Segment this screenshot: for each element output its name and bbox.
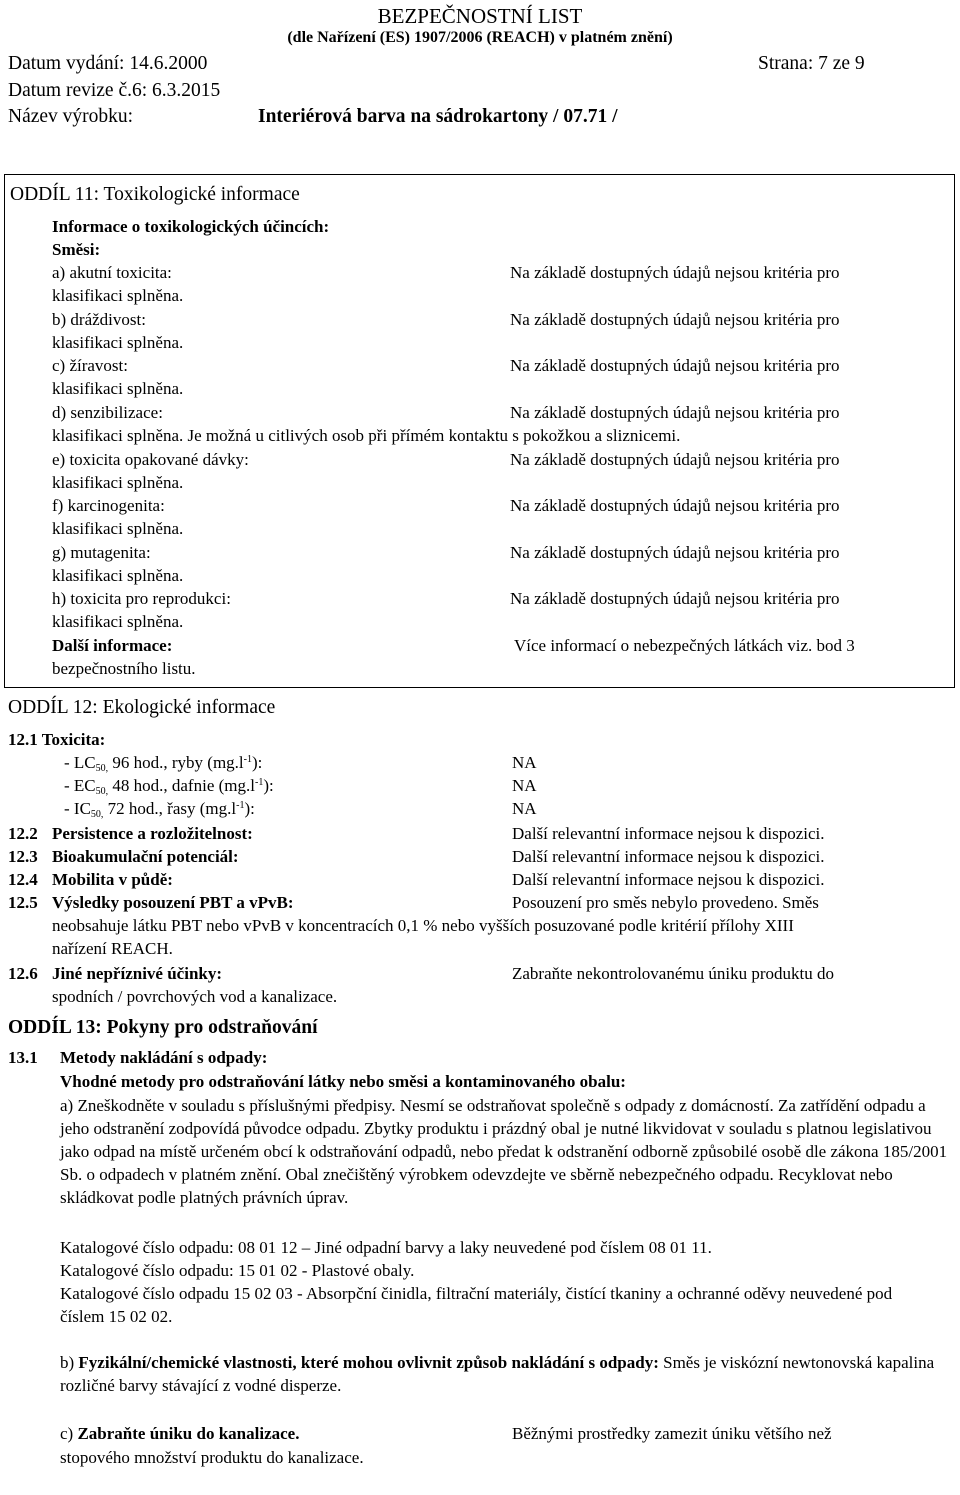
sewer-prevention-cont: stopového množství produktu do kanalizace. <box>60 1448 364 1467</box>
product-label: Název výrobku: <box>8 106 134 127</box>
toxicity-value: Na základě dostupných údajů nejsou kritéria pro <box>510 356 840 375</box>
bioaccumulation-value: Další relevantní informace nejsou k dispozici. <box>512 847 825 866</box>
toxicity-value-cont: klasifikaci splněna. Je možná u citlivých osob při přímém kontaktu s pokožkou a sliznicemi. <box>52 426 681 445</box>
ec50-value: NA <box>512 776 537 795</box>
other-info-value: Více informací o nebezpečných látkách viz. bod 3 <box>514 636 855 655</box>
section-11-title: ODDÍL 11: Toxikologické informace <box>10 184 300 205</box>
pbt-label: Výsledky posouzení PBT a vPvB: <box>52 893 294 912</box>
pbt-number: 12.5 <box>8 893 38 912</box>
toxicity-label: b) dráždivost: <box>52 310 146 329</box>
issue-date: Datum vydání: 14.6.2000 <box>8 53 208 74</box>
pbt-value-cont2: nařízení REACH. <box>52 939 173 958</box>
waste-catalogue-1: Katalogové číslo odpadu: 08 01 12 – Jiné odpadní barvy a laky neuvedené pod číslem 08 01 11. <box>60 1238 712 1257</box>
toxicology-info-heading: Informace o toxikologických účincích: <box>52 217 330 236</box>
toxicity-value-cont: klasifikaci splněna. <box>52 566 184 585</box>
persistence-number: 12.2 <box>8 824 38 843</box>
pbt-value-cont: neobsahuje látku PBT nebo vPvB v koncentracích 0,1 % nebo vyšších posuzované podle kritérií přílohy XIII <box>52 916 794 935</box>
product-name: Interiérová barva na sádrokartony / 07.71 / <box>258 106 618 127</box>
toxicity-label: d) senzibilizace: <box>52 403 163 422</box>
toxicity-label: h) toxicita pro reprodukci: <box>52 589 231 608</box>
toxicity-value: Na základě dostupných údajů nejsou kritéria pro <box>510 403 840 422</box>
physical-chemical-properties: b) Fyzikální/chemické vlastnosti, které mohou ovlivnit způsob nakládání s odpady: Směs je viskózní newtonovská kapalina rozličné barvy stávající z vodné disperze. <box>60 1353 935 1395</box>
bioaccumulation-label: Bioakumulační potenciál: <box>52 847 239 866</box>
page-number: Strana: 7 ze 9 <box>758 53 865 74</box>
other-info-cont: bezpečnostního listu. <box>52 659 196 678</box>
persistence-label: Persistence a rozložitelnost: <box>52 824 253 843</box>
section-13-title: ODDÍL 13: Pokyny pro odstraňování <box>8 1017 318 1038</box>
toxicity-value-cont: klasifikaci splněna. <box>52 519 184 538</box>
lc50-value: NA <box>512 753 537 772</box>
toxicity-value-cont: klasifikaci splněna. <box>52 612 184 631</box>
ic50-label: - $IC_{50,}$ 72 hod., řasy $(mg.l^{-1})$: <box>64 799 255 820</box>
waste-catalogue-2: Katalogové číslo odpadu: 15 01 02 - Plastové obaly. <box>60 1261 415 1280</box>
revision-date: Datum revize č.6: 6.3.2015 <box>8 80 221 101</box>
toxicity-heading: 12.1 Toxicita: <box>8 730 106 749</box>
toxicity-label: g) mutagenita: <box>52 543 151 562</box>
document-title: BEZPEČNOSTNÍ LIST <box>377 4 583 28</box>
persistence-value: Další relevantní informace nejsou k dispozici. <box>512 824 825 843</box>
adverse-effects-label: Jiné nepříznivé účinky: <box>52 964 223 983</box>
toxicity-value: Na základě dostupných údajů nejsou kritéria pro <box>510 450 840 469</box>
toxicity-label: e) toxicita opakované dávky: <box>52 450 249 469</box>
sewer-prevention-value: Běžnými prostředky zamezit úniku většího než <box>512 1424 832 1443</box>
other-info-label: Další informace: <box>52 636 173 655</box>
adverse-effects-number: 12.6 <box>8 964 38 983</box>
toxicity-value-cont: klasifikaci splněna. <box>52 333 184 352</box>
adverse-effects-cont: spodních / povrchových vod a kanalizace. <box>52 987 338 1006</box>
lc50-label: - $LC_{50,}$ 96 hod., ryby $(mg.l^{-1})$: <box>64 753 263 774</box>
toxicity-value: Na základě dostupných údajů nejsou kritéria pro <box>510 589 840 608</box>
ec50-label: - $EC_{50,}$ 48 hod., dafnie $(mg.l^{-1})$: <box>64 776 274 797</box>
section-12-title: ODDÍL 12: Ekologické informace <box>8 697 276 718</box>
toxicity-value-cont: klasifikaci splněna. <box>52 286 184 305</box>
toxicity-value: Na základě dostupných údajů nejsou kritéria pro <box>510 496 840 515</box>
toxicity-value: Na základě dostupných údajů nejsou kritéria pro <box>510 263 840 282</box>
toxicity-value-cont: klasifikaci splněna. <box>52 379 184 398</box>
pbt-value: Posouzení pro směs nebylo provedeno. Směs <box>512 893 819 912</box>
toxicity-label: c) žíravost: <box>52 356 128 375</box>
waste-methods-number: 13.1 <box>8 1048 38 1067</box>
mixtures-heading: Směsi: <box>52 240 101 259</box>
toxicity-label: a) akutní toxicita: <box>52 263 172 282</box>
bioaccumulation-number: 12.3 <box>8 847 38 866</box>
waste-catalogue-3: Katalogové číslo odpadu 15 02 03 - Absorpční činidla, filtrační materiály, čistící tkaniny a ochranné oděvy neuvedené pod číslem 15 02 02. <box>60 1284 893 1326</box>
disposal-subheading: Vhodné metody pro odstraňování látky nebo směsi a kontaminovaného obalu: <box>60 1072 626 1091</box>
toxicity-value: Na základě dostupných údajů nejsou kritéria pro <box>510 310 840 329</box>
toxicity-value: Na základě dostupných údajů nejsou kritéria pro <box>510 543 840 562</box>
waste-methods-label: Metody nakládání s odpady: <box>60 1048 268 1067</box>
disposal-paragraph-a: a) Zneškodněte v souladu s příslušnými předpisy. Nesmí se odstraňovat společně s odpady z domácností. Za zatřídění odpadu a jeho odstranění zodpovídá původce odpadu. Zbytky produktu i prázdný obal je nutné likvidovat v souladu s platnou legislativou jako odpad na místě určeném obcí k odstraňování odpadů, nebo předat k odstranění odborně způsobilé osobě dle zákona 185/2001 Sb. o odpadech v platném znění. Obal znečištěný výrobkem odevzdejte ve sběrně nebezpečného odpadu. Recyklovat nebo skládkovat podle platných právních úprav. <box>60 1096 948 1207</box>
toxicity-value-cont: klasifikaci splněna. <box>52 473 184 492</box>
toxicity-label: f) karcinogenita: <box>52 496 165 515</box>
sewer-prevention-label: c) Zabraňte úniku do kanalizace. <box>60 1424 300 1443</box>
mobility-number: 12.4 <box>8 870 38 889</box>
mobility-value: Další relevantní informace nejsou k dispozici. <box>512 870 825 889</box>
ic50-value: NA <box>512 799 537 818</box>
mobility-label: Mobilita v půdě: <box>52 870 173 889</box>
adverse-effects-value: Zabraňte nekontrolovanému úniku produktu do <box>512 964 834 983</box>
document-subtitle: (dle Nařízení (ES) 1907/2006 (REACH) v platném znění) <box>287 29 673 46</box>
